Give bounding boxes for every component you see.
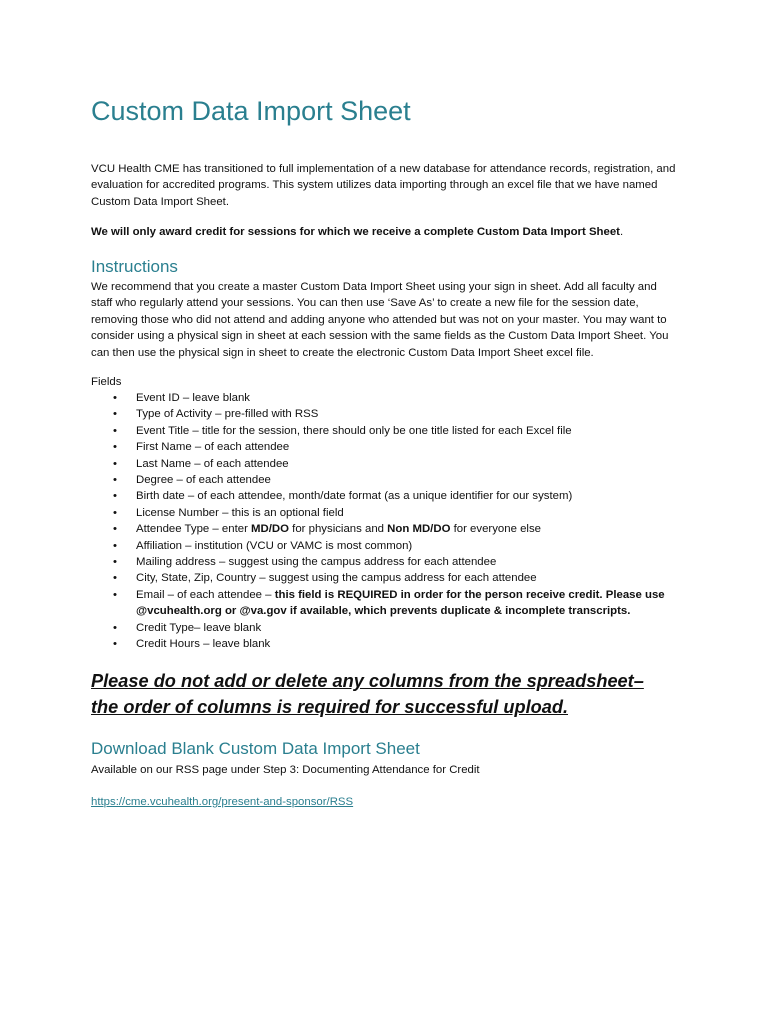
attendee-type-non-mddo: Non MD/DO xyxy=(387,523,451,536)
bullet-icon: • xyxy=(113,506,117,519)
field-first-name: First Name – of each attendee xyxy=(136,441,290,454)
list-item xyxy=(91,439,691,455)
attendee-type-text: for everyone else xyxy=(450,523,541,536)
attendee-type-mddo: MD/DO xyxy=(251,523,290,536)
list-item xyxy=(91,538,691,554)
field-event-id: Event ID – leave blank xyxy=(136,392,250,404)
field-event-title: Event Title – title for the session, there should only be one title listed for each Excel file xyxy=(136,424,572,437)
rss-page-link[interactable]: https://cme.vcuhealth.org/present-and-sponsor/RSS xyxy=(91,796,354,808)
bullet-icon: • xyxy=(113,474,117,487)
bullet-icon: • xyxy=(113,392,117,404)
email-text: Email – of each attendee – xyxy=(136,588,275,601)
instructions-paragraph: We recommend that you create a master Custom Data Import Sheet using your sign in sheet. Add all faculty and staff who regularly attend your sessions. You can then use ‘Save As’ to create a new file for the session date, removing those who did not attend and adding anyone who attended but was not on your master. You may want to consider using a physical sign in sheet at each session with the same fields as the Custom Data Import Sheet. You can then use the physical sign in sheet to create the electronic Custom Data Import Sheet excel file. xyxy=(91,281,669,359)
page-title: Custom Data Import Sheet xyxy=(91,96,411,126)
download-heading: Download Blank Custom Data Import Sheet xyxy=(91,739,420,758)
field-city-state-zip: City, State, Zip, Country – suggest using the campus address for each attendee xyxy=(136,572,537,585)
bullet-icon: • xyxy=(113,523,117,536)
list-item xyxy=(91,488,691,504)
bullet-icon: • xyxy=(113,621,117,634)
bullet-icon: • xyxy=(113,638,117,651)
columns-warning xyxy=(91,668,644,720)
bullet-icon: • xyxy=(113,539,117,552)
credit-notice-bold: We will only award credit for sessions for which we receive a complete Custom Data Import Sheet xyxy=(91,226,620,238)
list-item xyxy=(91,636,691,652)
field-attendee-type xyxy=(136,523,541,535)
email-domain-note: @vcuhealth.org or @va.gov if available, which prevents duplicate & incomplete transcripts. xyxy=(136,605,631,618)
field-mailing-address: Mailing address – suggest using the campus address for each attendee xyxy=(136,556,497,569)
list-item xyxy=(91,390,691,406)
attendee-type-text: Attendee Type – enter xyxy=(136,523,252,536)
bullet-icon: • xyxy=(113,424,117,437)
email-required-note: this field is REQUIRED in order for the person receive credit. Please use xyxy=(274,588,665,601)
credit-notice-period: . xyxy=(619,226,624,238)
field-license-number: License Number – this is an optional field xyxy=(136,506,344,519)
bullet-icon: • xyxy=(113,441,117,454)
bullet-icon: • xyxy=(113,588,117,601)
field-activity-type: Type of Activity – pre-filled with RSS xyxy=(136,408,319,421)
attendee-type-text: for physicians and xyxy=(289,523,388,536)
bullet-icon: • xyxy=(113,408,117,421)
field-credit-hours: Credit Hours – leave blank xyxy=(136,638,271,651)
list-item xyxy=(91,620,691,636)
field-credit-type: Credit Type– leave blank xyxy=(136,621,262,634)
field-degree: Degree – of each attendee xyxy=(136,474,271,487)
list-item xyxy=(91,521,691,537)
list-item xyxy=(91,472,691,488)
field-affiliation: Affiliation – institution (VCU or VAMC is most common) xyxy=(136,539,413,552)
credit-notice xyxy=(91,224,623,240)
field-email xyxy=(136,589,665,617)
bullet-icon: • xyxy=(113,490,117,503)
download-description: Available on our RSS page under Step 3: Documenting Attendance for Credit xyxy=(91,764,480,776)
instructions-heading: Instructions xyxy=(91,257,178,276)
list-item xyxy=(91,570,691,586)
warning-line-2: the order of columns is required for successful upload. xyxy=(91,697,569,717)
bullet-icon: • xyxy=(113,572,117,585)
field-last-name: Last Name – of each attendee xyxy=(136,457,289,470)
list-item xyxy=(91,554,691,570)
warning-line-1: Please do not add or delete any columns from the spreadsheet– xyxy=(91,671,644,691)
list-item xyxy=(91,423,691,439)
list-item xyxy=(91,505,691,521)
list-item xyxy=(91,406,691,422)
intro-paragraph: VCU Health CME has transitioned to full implementation of a new database for attendance records, registration, and evaluation for accredited programs. This system utilizes data importing through an excel file that we have named Custom Data Import Sheet. xyxy=(91,163,676,208)
field-birth-date: Birth date – of each attendee, month/date format (as a unique identifier for our system) xyxy=(136,490,573,503)
list-item xyxy=(91,456,691,472)
bullet-icon: • xyxy=(113,457,117,470)
fields-list xyxy=(91,390,691,653)
bullet-icon: • xyxy=(113,556,117,569)
fields-label: Fields xyxy=(91,376,122,388)
list-item xyxy=(91,587,691,620)
